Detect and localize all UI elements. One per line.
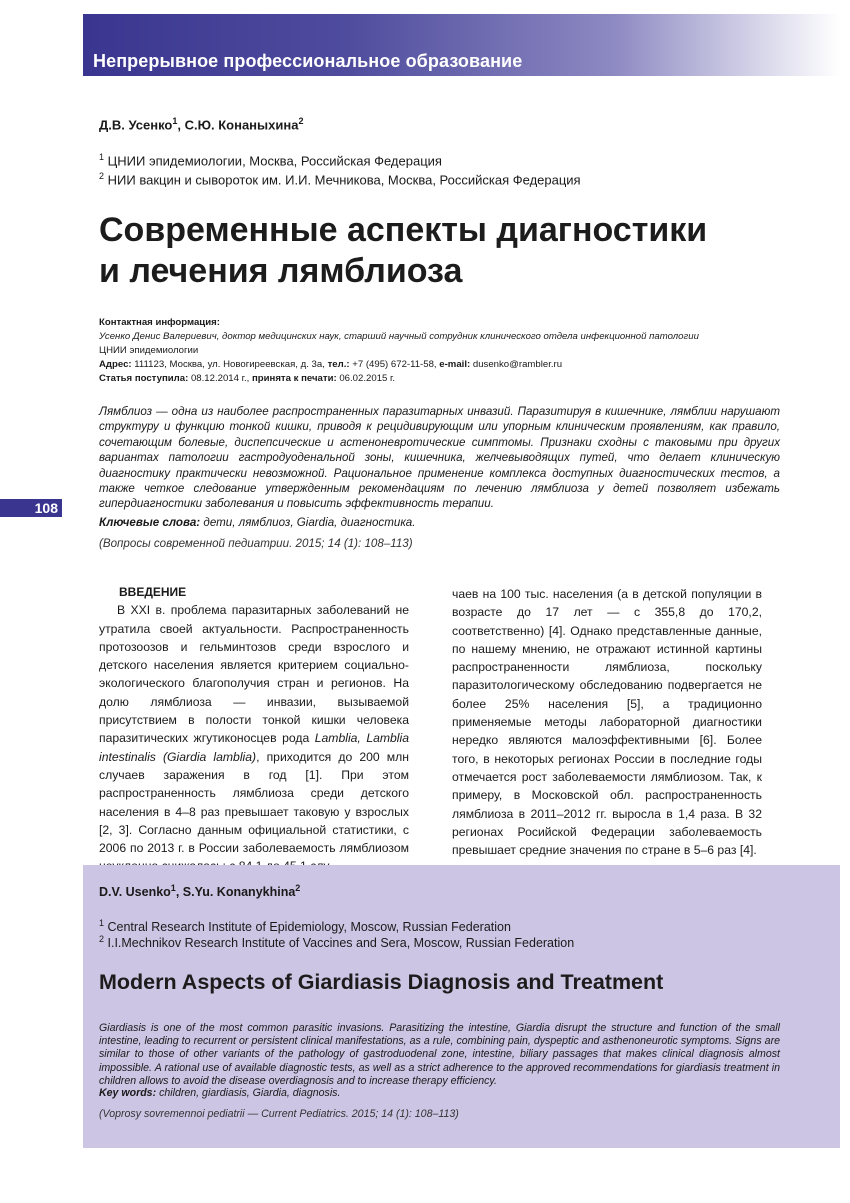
ru-citation: (Вопросы современной педиатрии. 2015; 14 (1): 108–113) [99,537,413,550]
ru-affiliation-1: $^1$ ЦНИИ эпидемиологии, Москва, Российская Федерация [99,152,442,169]
page-number: 108 [0,499,62,517]
ru-abstract: Лямблиоз — одна из наиболее распространенных паразитарных инвазий. Паразитируя в кишечнике, лямблии нарушают структуру и функцию тонкой кишки, приводя к рецидивирующим или упорным клиническим проявлениям, как правило, сочетающим болевые, диспепсические и астеноневротические симптомы. Признаки сходны с таковыми при других вариантах патологии гастродуоденальной зоны, кишечника, желчевыводящих путей, что делает клиническую диагностику практически невозможной. Рациональное применение комплекса доступных диагностических тестов, а также четкое следование утвержденным рекомендациям по лечению лямблиоза у детей позволяет избежать гипердиагностики заболевания и повысить эффективность терапии. [99,405,780,511]
author-1: Д.В. Усенко [99,117,173,133]
en-affiliation-1: $^1$ Central Research Institute of Epidemiology, Moscow, Russian Federation [99,918,511,935]
journal-section-banner [83,14,840,76]
body-column-left [99,583,409,876]
contact-info: Контактная информация: Усенко Денис Валериевич, доктор медицинских наук, старший научный сотрудник клинического отдела инфекционной патологии ЦНИИ эпидемиологии Адрес: 111123, Москва, ул. Новогиреевская, д. 3а, тел.: +7 (495) 672-11-58, e-mail: dusenko@rambler.ru Статья поступила: 08.12.2014 г., принята к печати: 06.02.2015 г. [99,317,699,384]
ru-affiliation-2: $^2$ НИИ вакцин и сывороток им. И.И. Мечникова, Москва, Российская Федерация [99,171,581,188]
body-column-right [452,585,762,859]
en-keywords: Key words: children, giardiasis, Giardia, diagnosis. [99,1087,341,1099]
en-authors: D.V. Usenko$^1$, S.Yu. Konanykhina$^2$ [99,883,301,900]
en-affiliation-2: $^2$ I.I.Mechnikov Research Institute of Vaccines and Sera, Moscow, Russian Federation [99,934,575,951]
email-link[interactable]: dusenko@rambler.ru [472,359,563,370]
body-paragraph: чаев на 100 тыс. населения (а в детской популяции в возрасте до 17 лет — с 355,8 до 170,2, соответственно) [4]. Однако представленные данные, по нашему мнению, не отражают истинной картины распространенности лямблиоза, поскольку паразитологическому обследованию подвергается не более 25% населения [5], а традиционно применяемые методы лабораторной диагностики нередко являются малоэффективными [6]. Более того, в некоторых регионах России в последние годы отмечается рост заболеваемости лямблиозом. Так, к примеру, в Московской обл. распространенность лямблиоза в 2011–2012 гг. выросла в 1,4 раза. В 32 регионах Росийской Федерации заболеваемость превышает средние значения по стране в 5–6 раз [4]. [452,587,762,858]
article-title: Современные аспекты диагностики и лечения лямблиоза [99,211,708,290]
en-title: Modern Aspects of Giardiasis Diagnosis and Treatment [99,970,664,994]
section-title: ВВЕДЕНИЕ [119,585,187,599]
ru-keywords: Ключевые слова: дети, лямблиоз, Giardia, диагностика. [99,516,416,529]
en-abstract: Giardiasis is one of the most common parasitic invasions. Parasitizing the intestine, Giardia disrupt the structure and function of the small intestine, leading to recurrent or persistent clinical manifestations, as a rule, combining pain, dyspeptic and asthenoneurotic symptoms. Signs are similar to those of other variants of the pathology of gastroduodenal zone, intestine, biliary passages that makes clinical diagnosis almost impossible. A rational use of available diagnostic tests, as well as a strict adherence to the approved recommendations for giardiasis treatment in children allows to avoid the disease overdiagnosis and to increase therapy efficiency. [99,1022,780,1087]
body-paragraph: В XXI в. проблема паразитарных заболеваний не утратила своей актуальности. Распространенность протозоозов и гельминтозов среди взрослого и детского населения является критерием социально-экологического благополучия стран и регионов. На долю лямблиоза — инвазии, вызываемой присутствием в полости тонкой кишки человека паразитических жгутиконосцев рода Lamblia, Lamblia intestinalis (Giardia lamblia), приходится до 200 млн случаев заражения в год [1]. При этом распространенность лямблиоза среди детского населения в 4–8 раз превышает таковую у взрослых [2, 3]. Согласно данным официальной статистики, с 2006 по 2013 г. в России заболеваемость лямблиозом [99,603,409,856]
en-citation: (Voprosy sovremennoi pediatrii — Current Pediatrics. 2015; 14 (1): 108–113) [99,1108,459,1120]
ru-authors: Д.В. Усенко$^1$, С.Ю. Конаныхина$^2$ [99,116,304,133]
section-banner-title: Непрерывное профессиональное образование [93,51,523,71]
english-summary-box [83,865,840,1148]
author-2: С.Ю. Конаныхина [184,117,299,133]
